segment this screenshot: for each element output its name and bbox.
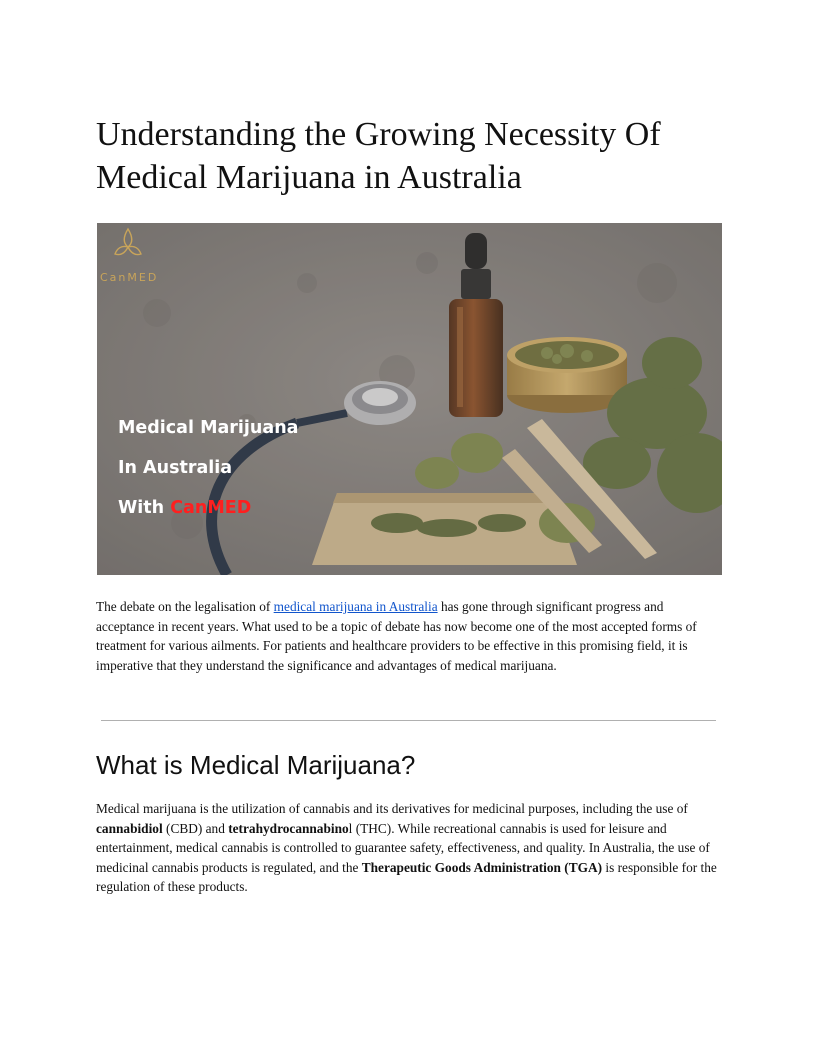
section-text-4: is responsible for the regulation of these products. xyxy=(96,859,717,894)
intro-paragraph xyxy=(96,597,720,675)
section-text-2: (CBD) and xyxy=(162,820,229,836)
section-heading: What is Medical Marijuana? xyxy=(96,750,416,780)
hero-line-3 xyxy=(118,488,298,528)
hero-line-2: In Australia xyxy=(118,458,233,478)
section-divider xyxy=(101,720,716,721)
intro-text-start: The debate on the legalisation of xyxy=(96,599,274,614)
term-tga: Therapeutic Goods Administration (TGA) xyxy=(361,859,603,875)
hero-caption xyxy=(118,408,298,528)
section-text-3: l (THC). While recreational cannabis is used for leisure and entertainment, medical cannabis is controlled to guarantee safety, effectiveness, and quality. In Australia, the use of medicinal cannabis products is regulated, and the xyxy=(96,820,710,875)
hero-brand-name: CanMED xyxy=(170,498,252,518)
hero-image xyxy=(97,223,722,575)
term-cannabidiol: cannabidiol xyxy=(96,820,163,836)
medical-marijuana-link[interactable]: medical marijuana in Australia xyxy=(273,599,438,614)
hero-line-3-prefix: With xyxy=(118,498,171,518)
section-text-1: Medical marijuana is the utilization of cannabis and its derivatives for medicinal purposes, including the use of xyxy=(96,801,688,816)
term-thc: tetrahydrocannabino xyxy=(228,820,349,836)
page-title: Understanding the Growing Necessity Of Medical Marijuana in Australia xyxy=(96,116,661,196)
intro-text-end: has gone through significant progress and acceptance in recent years. What used to be a topic of debate has now become one of the most accepted forms of treatment for various ailments. For patients and healthcare providers to be effective in this promising field, it is imperative that they understand the significance and advantages of medical marijuana. xyxy=(96,599,697,673)
canmed-logo: CanMED xyxy=(100,271,159,284)
hero-line-1: Medical Marijuana xyxy=(118,418,299,438)
section-paragraph xyxy=(96,799,720,897)
